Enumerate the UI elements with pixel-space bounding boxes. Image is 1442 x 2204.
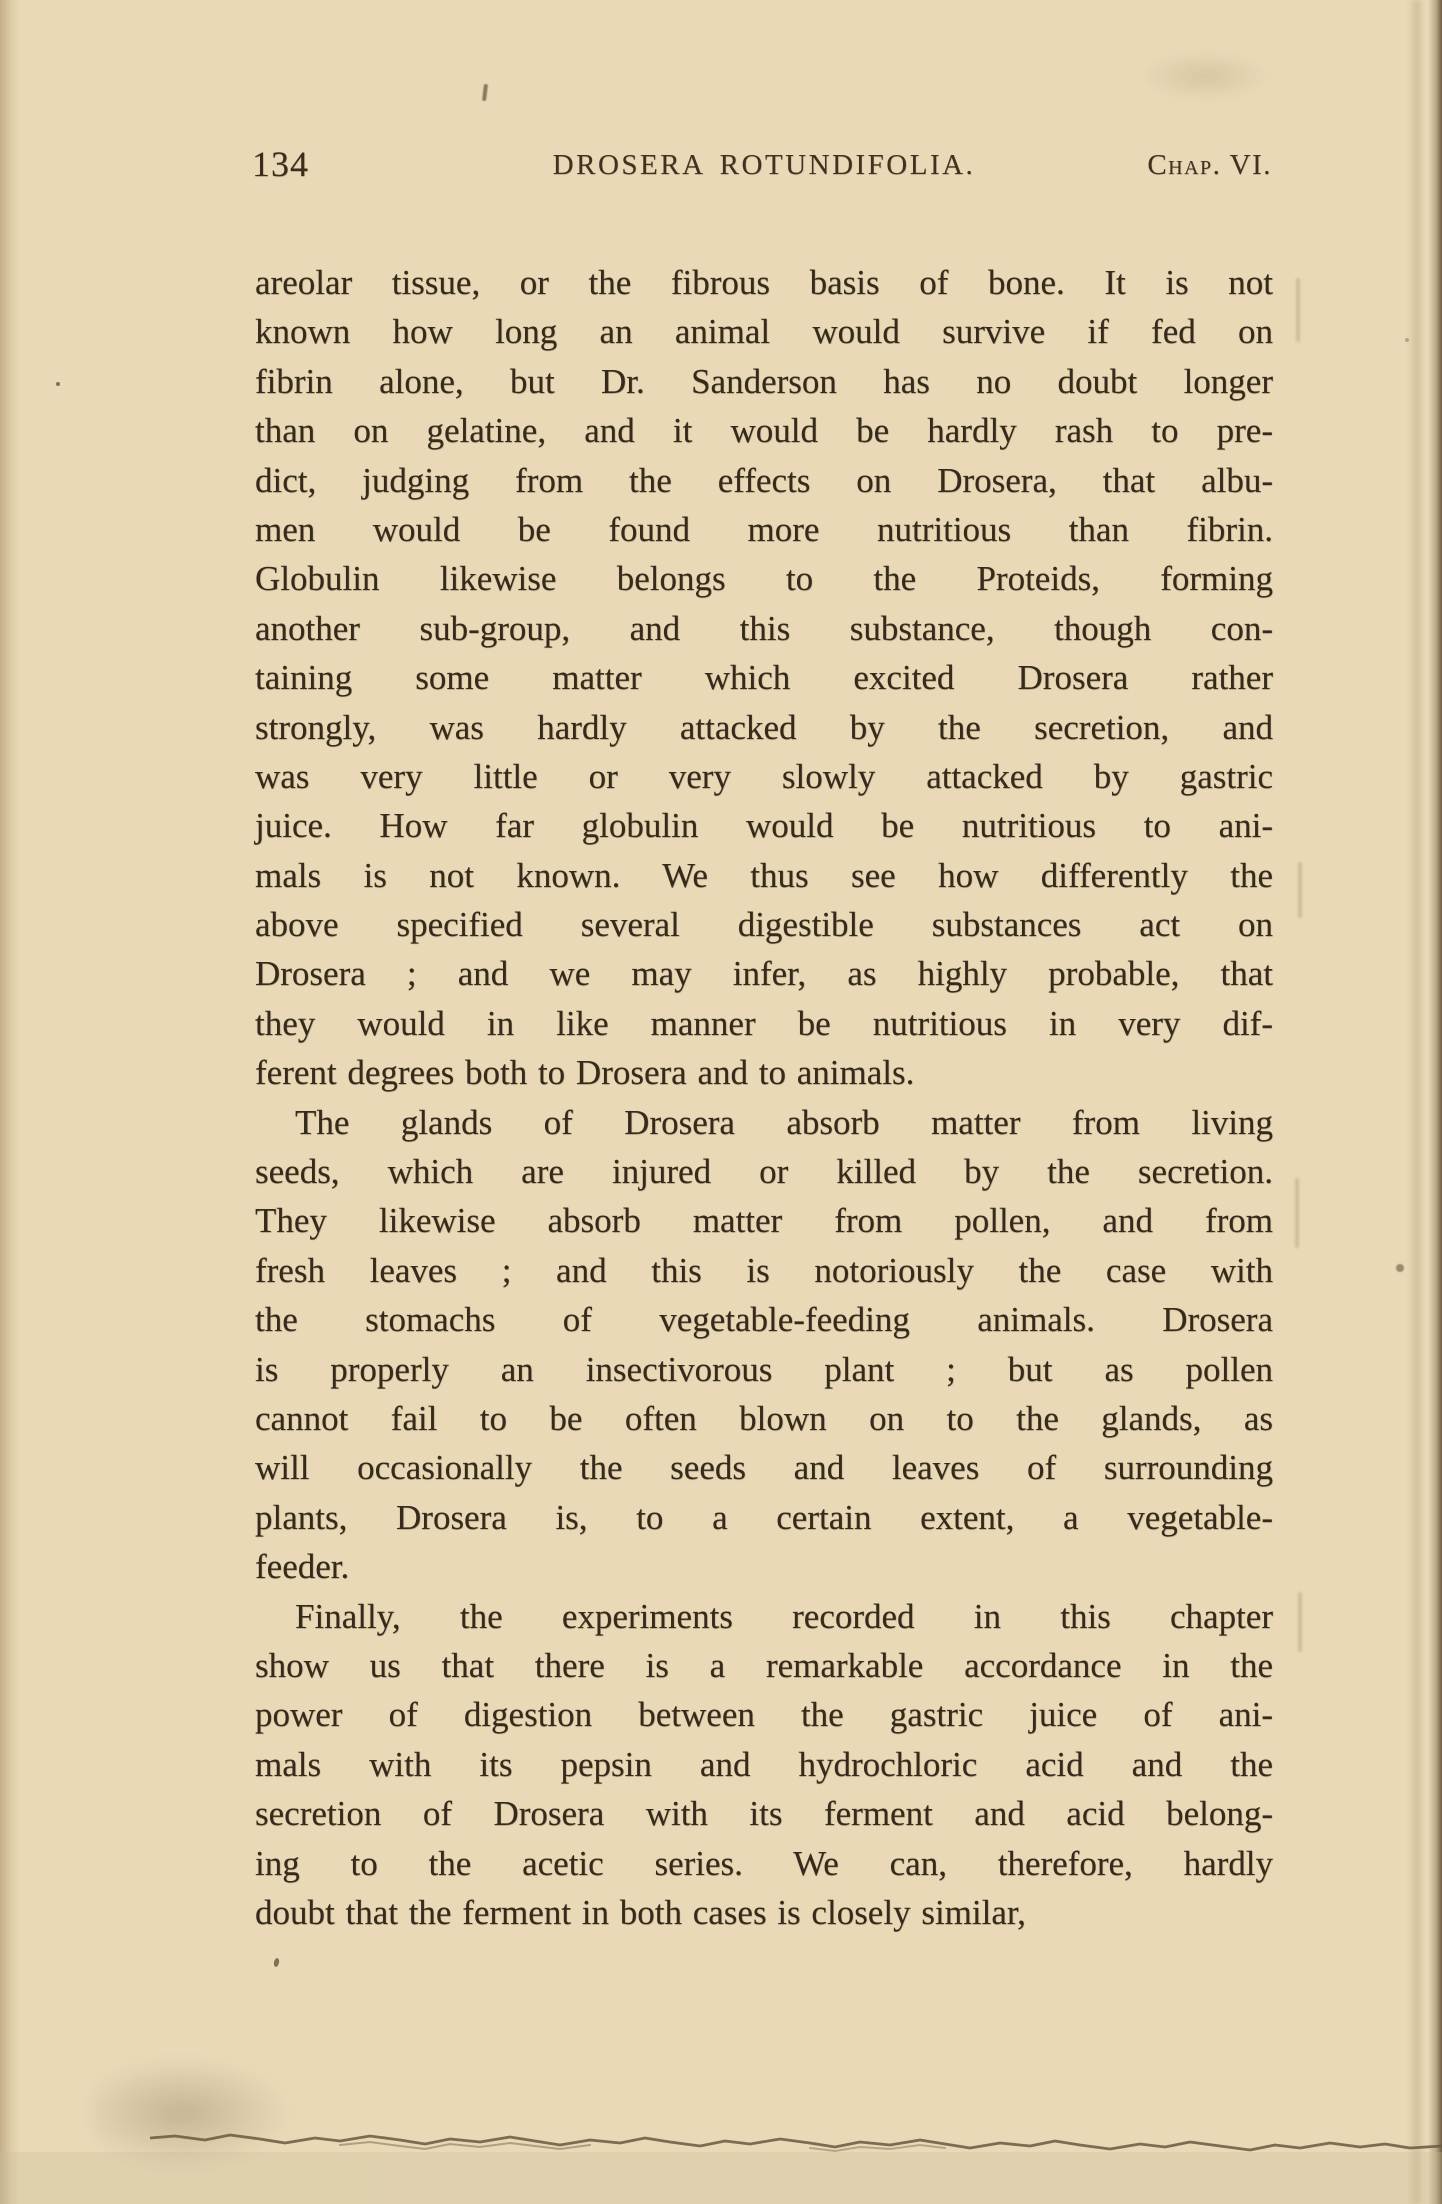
text-line: The glands of Drosera absorb matter from living <box>295 1102 1273 1142</box>
text-line: fresh leaves ; and this is notoriously the case with <box>255 1250 1273 1290</box>
text-line: another sub-group, and this substance, though con- <box>255 608 1273 648</box>
text-line: feeder. <box>255 1547 350 1587</box>
text-line: known how long an animal would survive if fed on <box>255 312 1273 352</box>
ink-speck <box>273 1958 280 1968</box>
text-line: Finally, the experiments recorded in this chapter <box>295 1596 1273 1636</box>
show-through-mark <box>1295 1178 1299 1248</box>
text-line: was very little or very slowly attacked by gastric <box>255 756 1273 796</box>
text-line: mals is not known. We thus see how differently the <box>255 855 1273 895</box>
show-through-mark <box>1298 862 1302 918</box>
text-line: mals with its pepsin and hydrochloric acid and the <box>255 1744 1273 1784</box>
text-line: Globulin likewise belongs to the Proteids, forming <box>255 559 1273 599</box>
text-line: Drosera ; and we may infer, as highly probable, that <box>255 954 1273 994</box>
text-line: will occasionally the seeds and leaves of surrounding <box>255 1448 1273 1488</box>
ink-speck <box>1396 1264 1404 1272</box>
page-text <box>255 258 1273 1937</box>
text-line: than on gelatine, and it would be hardly rash to pre- <box>255 411 1273 451</box>
text-line: doubt that the ferment in both cases is closely similar, <box>255 1892 1026 1932</box>
scan-wavy-edge <box>150 2122 1442 2168</box>
text-line: dict, judging from the effects on Drosera, that albu- <box>255 460 1273 500</box>
running-title: DROSERA ROTUNDIFOLIA. <box>552 149 976 181</box>
text-line: secretion of Drosera with its ferment and acid belong- <box>255 1794 1273 1834</box>
ink-speck <box>482 84 488 101</box>
text-line: areolar tissue, or the fibrous basis of bone. It is not <box>255 263 1273 302</box>
scan-smudge <box>1140 52 1270 100</box>
show-through-mark <box>1296 278 1300 342</box>
page-crease <box>1408 0 1424 2204</box>
text-line: fibrin alone, but Dr. Sanderson has no doubt longer <box>255 361 1273 401</box>
text-line: ferent degrees both to Drosera and to animals. <box>255 1053 915 1093</box>
text-line: men would be found more nutritious than fibrin. <box>255 509 1273 549</box>
show-through-mark <box>1298 1592 1302 1652</box>
text-line: strongly, was hardly attacked by the secretion, and <box>255 707 1273 747</box>
text-line: they would in like manner be nutritious in very dif- <box>255 1003 1273 1043</box>
chapter-label: Chap. VI. <box>1147 149 1272 181</box>
text-line: They likewise absorb matter from pollen, and from <box>255 1201 1273 1241</box>
text-line: plants, Drosera is, to a certain extent, a vegetable- <box>255 1497 1273 1537</box>
text-line: taining some matter which excited Drosera rather <box>255 658 1273 698</box>
text-line: ing to the acetic series. We can, therefore, hardly <box>255 1843 1273 1883</box>
text-line: cannot fail to be often blown on to the glands, as <box>255 1398 1273 1438</box>
text-line: power of digestion between the gastric juice of ani- <box>255 1695 1273 1735</box>
text-line: show us that there is a remarkable accordance in the <box>255 1645 1273 1685</box>
page-number: 134 <box>252 144 309 184</box>
ink-speck <box>1405 338 1409 342</box>
left-edge-shadow <box>0 0 20 2204</box>
text-line: is properly an insectivorous plant ; but as pollen <box>255 1349 1273 1389</box>
text-line: the stomachs of vegetable-feeding animals. Drosera <box>255 1300 1273 1340</box>
text-line: juice. How far globulin would be nutritious to ani- <box>255 806 1273 846</box>
page-edge-shadow <box>1428 0 1442 2204</box>
text-line: above specified several digestible substances act on <box>255 905 1273 945</box>
ink-speck <box>56 382 60 386</box>
text-line: seeds, which are injured or killed by the secretion. <box>255 1152 1273 1192</box>
